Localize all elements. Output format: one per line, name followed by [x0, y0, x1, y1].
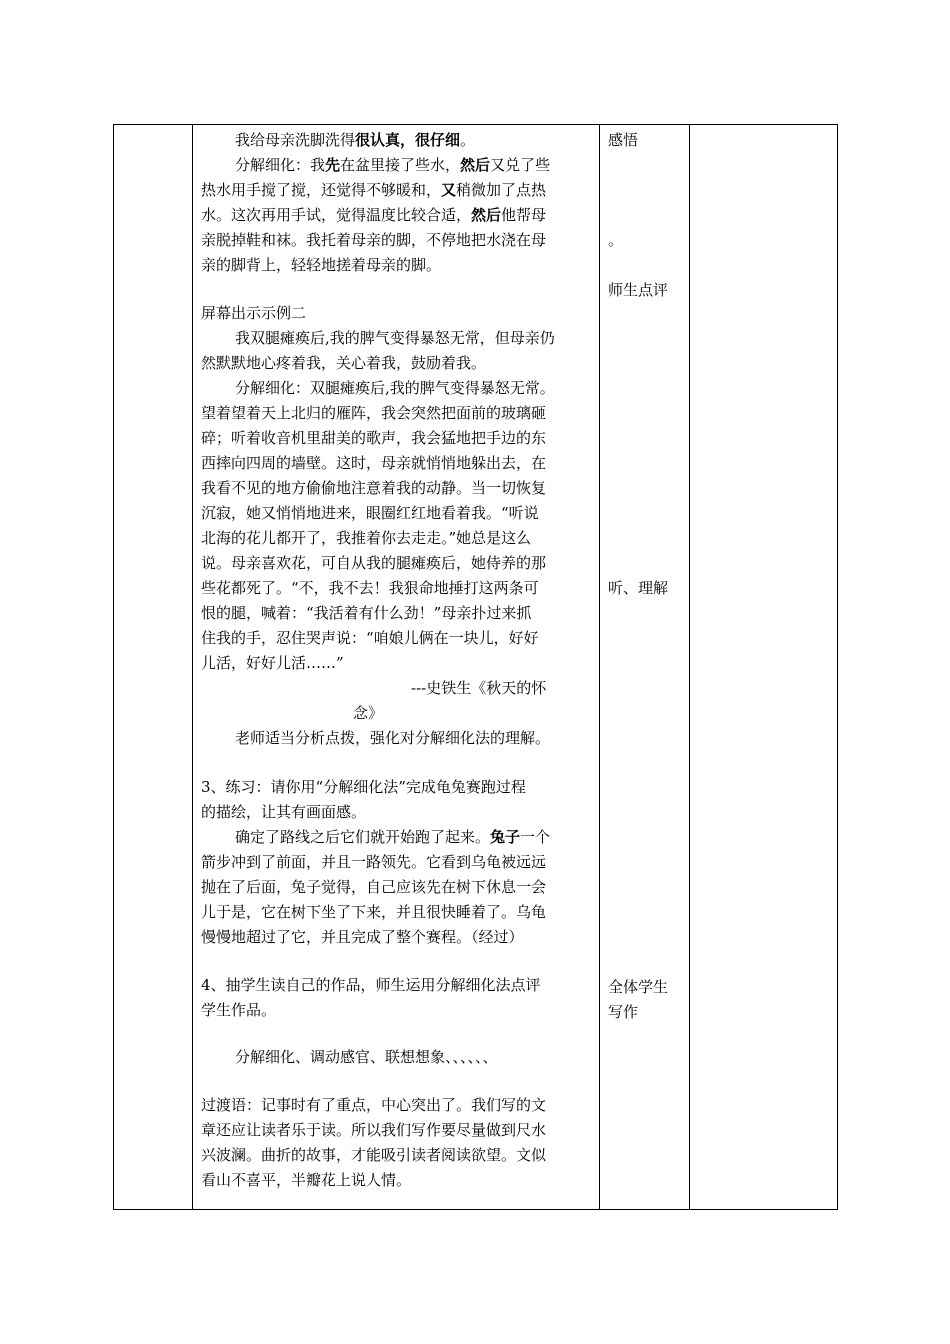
- example2-line: 些花都死了。“不，我不去！我狠命地捶打这两条可: [201, 579, 539, 597]
- student-note-listen: 听、理解: [608, 579, 669, 597]
- teacher-note: 老师适当分析点拨，强化对分解细化法的理解。: [235, 729, 551, 747]
- example1-line-4: 亲脱掉鞋和袜。我托着母亲的脚，不停地把水浇在母: [201, 231, 547, 249]
- student-note-comment: 师生点评: [608, 281, 669, 299]
- example1-line-1: 分解细化：我先在盆里接了些水，然后又兑了些: [235, 156, 551, 174]
- example2-line: 恨的腿，喊着：“我活着有什么劲！”母亲扑过来抓: [201, 604, 532, 622]
- exercise-prompt: 的描绘，让其有画面感。: [201, 803, 367, 821]
- transition-line: 章还应让读者乐于读。所以我们写作要尽量做到尺水: [201, 1121, 547, 1139]
- example1-line-5: 亲的脚背上，轻轻地搓着母亲的脚。: [201, 256, 442, 274]
- exercise-text-line: 抛在了后面，兔子觉得，自己应该先在树下休息一会: [201, 878, 547, 896]
- intro-sentence: 我给母亲洗脚洗得很认真，很仔细。: [235, 131, 476, 149]
- transition-line: 兴波澜。曲折的故事，才能吸引读者阅读欲望。文似: [201, 1146, 547, 1164]
- example1-line-3: 水。这次再用手试，觉得温度比较合适，然后他帮母: [201, 206, 547, 224]
- example2-heading: 屏幕出示示例二: [201, 304, 307, 322]
- student-note-period: 。: [608, 231, 624, 249]
- example2-line: 我看不见的地方偷偷地注意着我的动静。当一切恢复: [201, 479, 547, 497]
- summary-line: 分解细化、调动感官、联想想象、、、、、、: [235, 1048, 498, 1066]
- exercise-text-line: 儿于是，它在树下坐了下来，并且很快睡着了。乌龟: [201, 903, 547, 921]
- teaching-activities-cell: [193, 125, 600, 1210]
- example2-line: 北海的花儿都开了，我推着你去走走。”她总是这么: [201, 529, 532, 547]
- example2-line: 分解细化：双腿瘫痪后,我的脾气变得暴怒无常。: [235, 379, 555, 397]
- example2-line: 沉寂，她又悄悄地进来，眼圈红红地看着我。“听说: [201, 504, 539, 522]
- student-note-write: 全体学生: [608, 978, 669, 996]
- student-note-write-cont: 写作: [608, 1003, 639, 1021]
- example1-line-2: 热水用手搅了搅，还觉得不够暖和，又稍微加了点热: [201, 181, 547, 199]
- exercise-prompt: 3、练习：请你用“分解细化法”完成龟兔赛跑过程: [201, 778, 526, 796]
- step4-line: 4、抽学生读自己的作品，师生运用分解细化法点评: [201, 976, 541, 994]
- step4-line: 学生作品。: [201, 1001, 277, 1019]
- exercise-text-line: 箭步冲到了前面，并且一路领先。它看到乌龟被远远: [201, 853, 547, 871]
- example2-line: 我双腿瘫痪后,我的脾气变得暴怒无常，但母亲仍: [235, 329, 555, 347]
- empty-left-column: [114, 125, 193, 1210]
- example2-line: 碎；听着收音机里甜美的歌声，我会猛地把手边的东: [201, 429, 547, 447]
- source-citation-cont: 念》: [353, 704, 384, 722]
- transition-line: 过渡语：记事时有了重点，中心突出了。我们写的文: [201, 1096, 547, 1114]
- example2-line: 然默默地心疼着我，关心着我，鼓励着我。: [201, 354, 487, 372]
- example2-line: 西摔向四周的墙壁。这时，母亲就悄悄地躲出去，在: [201, 454, 547, 472]
- example2-line: 住我的手，忍住哭声说：“咱娘儿俩在一块儿，好好: [201, 629, 539, 647]
- exercise-text-line: 慢慢地超过了它，并且完成了整个赛程。（经过）: [201, 928, 524, 946]
- exercise-text-line-1: 确定了路线之后它们就开始跑了起来。兔子一个: [235, 828, 551, 846]
- example2-line: 说。母亲喜欢花，可自从我的腿瘫痪后，她侍养的那: [201, 554, 547, 572]
- student-note-ganwu: 感悟: [608, 131, 639, 149]
- source-citation: ---史铁生《秋天的怀: [411, 679, 547, 697]
- transition-line: 看山不喜平，半瓣花上说人情。: [201, 1171, 412, 1189]
- empty-right-column: [690, 125, 838, 1210]
- example2-line: 望着望着天上北归的雁阵，我会突然把面前的玻璃砸: [201, 404, 547, 422]
- student-activities-cell: [600, 125, 690, 1210]
- example2-line: 儿活，好好儿活……”: [201, 654, 344, 672]
- lesson-plan-table: [113, 124, 838, 1210]
